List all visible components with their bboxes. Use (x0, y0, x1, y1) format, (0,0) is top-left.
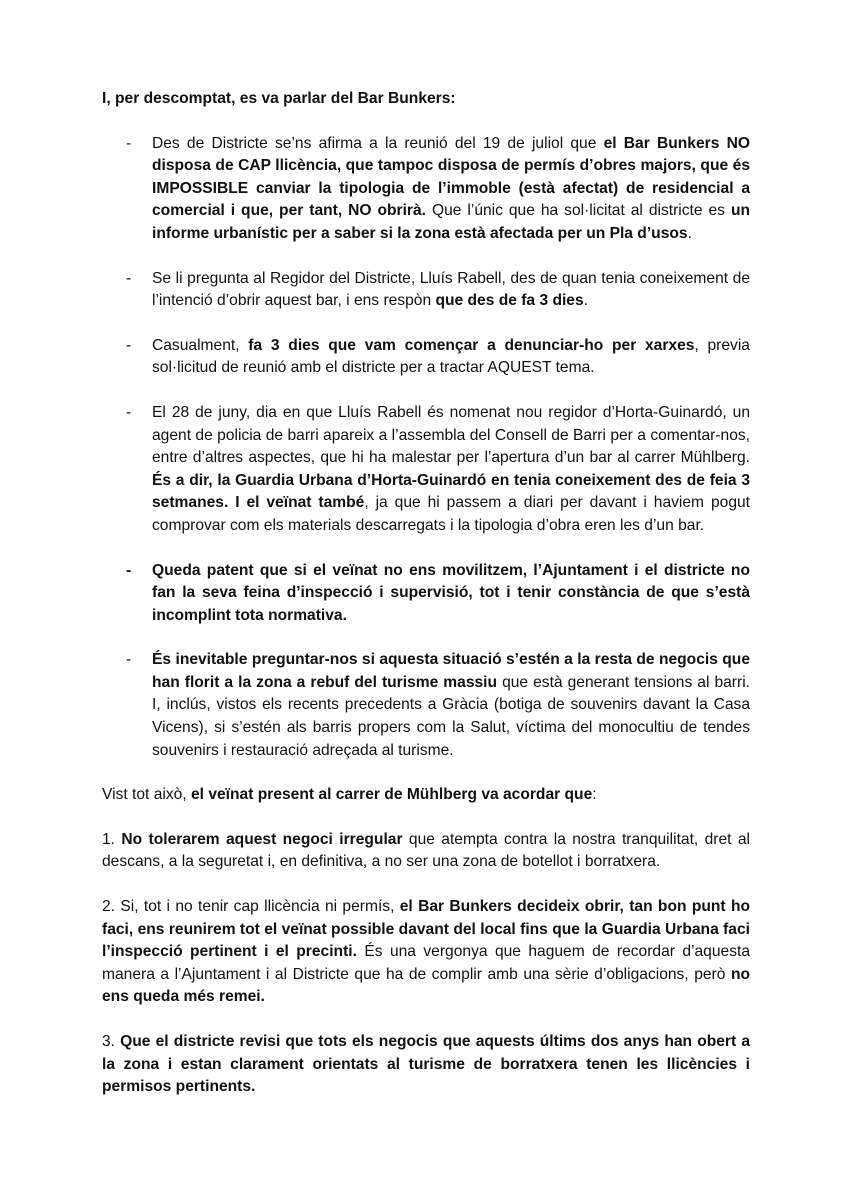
text-run: Se li pregunta al Regidor del Districte, Lluís Rabell, des de quan tenia coneixement de l’intenció d’obrir aquest bar, i ens respòn (152, 269, 750, 310)
text-run: , previa sol·licitud de reunió amb el districte per a tractar AQUEST tema. (152, 336, 750, 377)
bold-text: Queda patent que si el veïnat no ens movilitzem, l’Ajuntament i el districte no fan la seva feina d’inspecció i supervisió, tot i tenir constància de que s’està incomplint tota normativa. (152, 561, 750, 624)
text-run: El 28 de juny, dia en que Lluís Rabell és nomenat nou regidor d’Horta-Guinardó, un agent de policia de barri apareix a l’assembla del Consell de Barri per a comentar-nos, entre d’altres aspectes, que hi ha malestar per l’apertura d’un bar al carrer Mühlberg. (152, 403, 750, 467)
dash-marker: - (126, 134, 132, 152)
bullet-text (152, 562, 750, 624)
agreement-item-1 (102, 829, 750, 874)
bullet-text (152, 337, 750, 377)
dash-marker: - (126, 269, 132, 287)
document-body (102, 88, 750, 1121)
bold-text: És inevitable preguntar-nos si aquesta situació s’estén a la resta de negocis que han florit a la zona a rebuf del turisme massiu (152, 651, 750, 691)
text-run: Casualment, (152, 336, 249, 354)
text-run: 1. (102, 830, 122, 848)
text-run: : (592, 786, 597, 804)
bullet-text (152, 135, 750, 242)
text-run: 3. (102, 1033, 121, 1050)
text-run: que està generant tensions al barri. I, inclús, vistos els recents precedents a Gràcia (botiga de souvenirs davant la Casa Vicens), si s’estén als barris propers com la Salut, víctima del monocultiu de tendes souvenirs i restauració adreçada al turisme. (152, 673, 750, 759)
text-run: És una vergonya que haguem de recordar d’aquesta manera a l’Ajuntament i al Districte que ha de complir amb una sèrie d’obligacions, però (102, 943, 750, 983)
bullet-item (102, 133, 750, 246)
bullet-list (102, 133, 750, 763)
bullet-item (102, 268, 750, 313)
bullet-item (102, 335, 750, 380)
bold-text: no ens queda més remei. (102, 965, 750, 1006)
agreement-intro (102, 784, 750, 807)
agreement-item-2 (102, 896, 750, 1009)
dash-marker: - (126, 336, 132, 354)
text-run: Vist tot això, (102, 786, 191, 804)
text-run: . (687, 224, 692, 242)
dash-marker: - (126, 561, 132, 579)
agreement-item-3 (102, 1031, 750, 1099)
bold-text: fa 3 dies que vam començar a denunciar-ho per xarxes (248, 336, 695, 354)
bold-text: el Bar Bunkers decideix obrir, tan bon punt ho faci, ens reunirem tot el veïnat possible davant del local fins que la Guardia Urbana faci l’inspecció pertinent i el precinti. (102, 898, 750, 961)
bold-text: No tolerarem aquest negoci irregular (121, 830, 403, 848)
bold-text: És a dir, la Guardia Urbana d’Horta-Guinardó en tenia coneixement des de feia 3 setmanes. I el veïnat també (152, 471, 750, 512)
bullet-text (152, 404, 750, 534)
bold-text: un informe urbanístic per a saber si la zona està afectada per un Pla d’usos (152, 202, 750, 242)
bullet-item (102, 649, 750, 762)
bullet-text (152, 651, 750, 758)
text-run: Que l’únic que ha sol·licitat al districte es (426, 202, 731, 220)
bullet-item (102, 560, 750, 628)
bold-text: el Bar Bunkers NO disposa de CAP llicència, que tampoc disposa de permís d’obres majors, que és IMPOSSIBLE canviar la tipologia de l’immoble (està afectat) de residencial a comercial i que, per tant, NO obrirà. (152, 134, 750, 220)
bold-text: el veïnat present al carrer de Mühlberg va acordar que (191, 786, 593, 804)
bullet-text (152, 270, 750, 310)
text-run: 2. Si, tot i no tenir cap llicència ni permís, (102, 898, 400, 916)
dash-marker: - (126, 403, 132, 421)
bullet-item (102, 402, 750, 538)
text-run: Des de Districte se’ns afirma a la reunió del 19 de juliol que (152, 134, 604, 152)
intro-heading: I, per descomptat, es va parlar del Bar Bunkers: (102, 90, 456, 107)
text-run: que atempta contra la nostra tranquilitat, dret al descans, a la seguretat i, en definitiva, a no ser una zona de botellot i borratxera. (102, 830, 751, 871)
bold-text: Que el districte revisi que tots els negocis que aquests últims dos anys han obert a la zona i estan clarament orientats al turisme de borratxera tenen les llicències i permisos pertinents. (102, 1033, 750, 1096)
text-run: . (583, 292, 588, 310)
dash-marker: - (126, 651, 132, 669)
bold-text: que des de fa 3 dies (435, 292, 584, 310)
text-run: , ja que hi passem a diari per davant i haviem pogut comprovar com els materials descarregats i la tipologia d’obra eren les d’un bar. (152, 494, 750, 534)
